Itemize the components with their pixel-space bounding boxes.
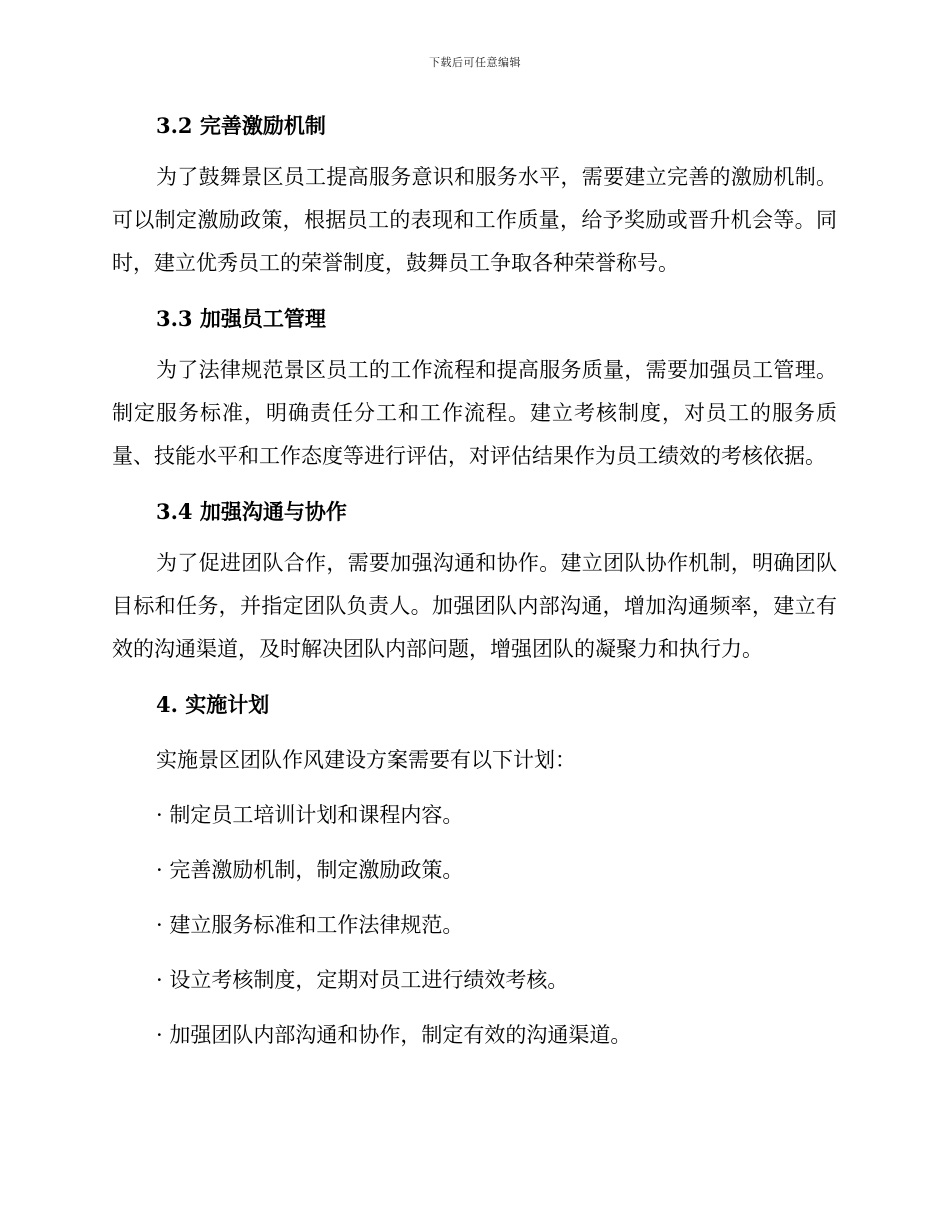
- plan-heading: 4. 实施计划: [156, 692, 270, 717]
- plan-list-item: · 制定员工培训计划和课程内容。: [156, 803, 464, 827]
- section-paragraph-3-3: 为了法律规范景区员工的工作流程和提高服务质量，需要加强员工管理。制定服务标准，明确责任分工和工作流程。建立考核制度，对员工的服务质量、技能水平和工作态度等进行评估，对评估结果作为员工绩效的考核依据。: [112, 358, 837, 468]
- section-paragraph-3-2: 为了鼓舞景区员工提高服务意识和服务水平，需要建立完善的激励机制。可以制定激励政策，根据员工的表现和工作质量，给予奖励或晋升机会等。同时，建立优秀员工的荣誉制度，鼓舞员工争取各种荣誉称号。: [112, 165, 837, 275]
- section-heading-3-4: 3.4 加强沟通与协作: [156, 499, 347, 524]
- plan-list-item: · 设立考核制度，定期对员工进行绩效考核。: [156, 968, 569, 992]
- section-paragraph-3-4: 为了促进团队合作，需要加强沟通和协作。建立团队协作机制，明确团队目标和任务，并指定团队负责人。加强团队内部沟通，增加沟通频率，建立有效的沟通渠道，及时解决团队内部问题，增强团队的凝聚力和执行力。: [112, 551, 837, 661]
- plan-list: [112, 797, 837, 1053]
- document-body: [112, 108, 837, 1053]
- plan-list-item: · 完善激励机制，制定激励政策。: [156, 858, 464, 882]
- plan-intro: 实施景区团队作风建设方案需要有以下计划：: [156, 748, 576, 772]
- plan-list-item: · 建立服务标准和工作法律规范。: [156, 913, 464, 937]
- header-note: 下载后可任意编辑: [429, 56, 521, 69]
- section-heading-3-3: 3.3 加强员工管理: [156, 306, 326, 331]
- plan-list-item: · 加强团队内部沟通和协作，制定有效的沟通渠道。: [156, 1023, 632, 1047]
- section-heading-3-2: 3.2 完善激励机制: [156, 113, 326, 138]
